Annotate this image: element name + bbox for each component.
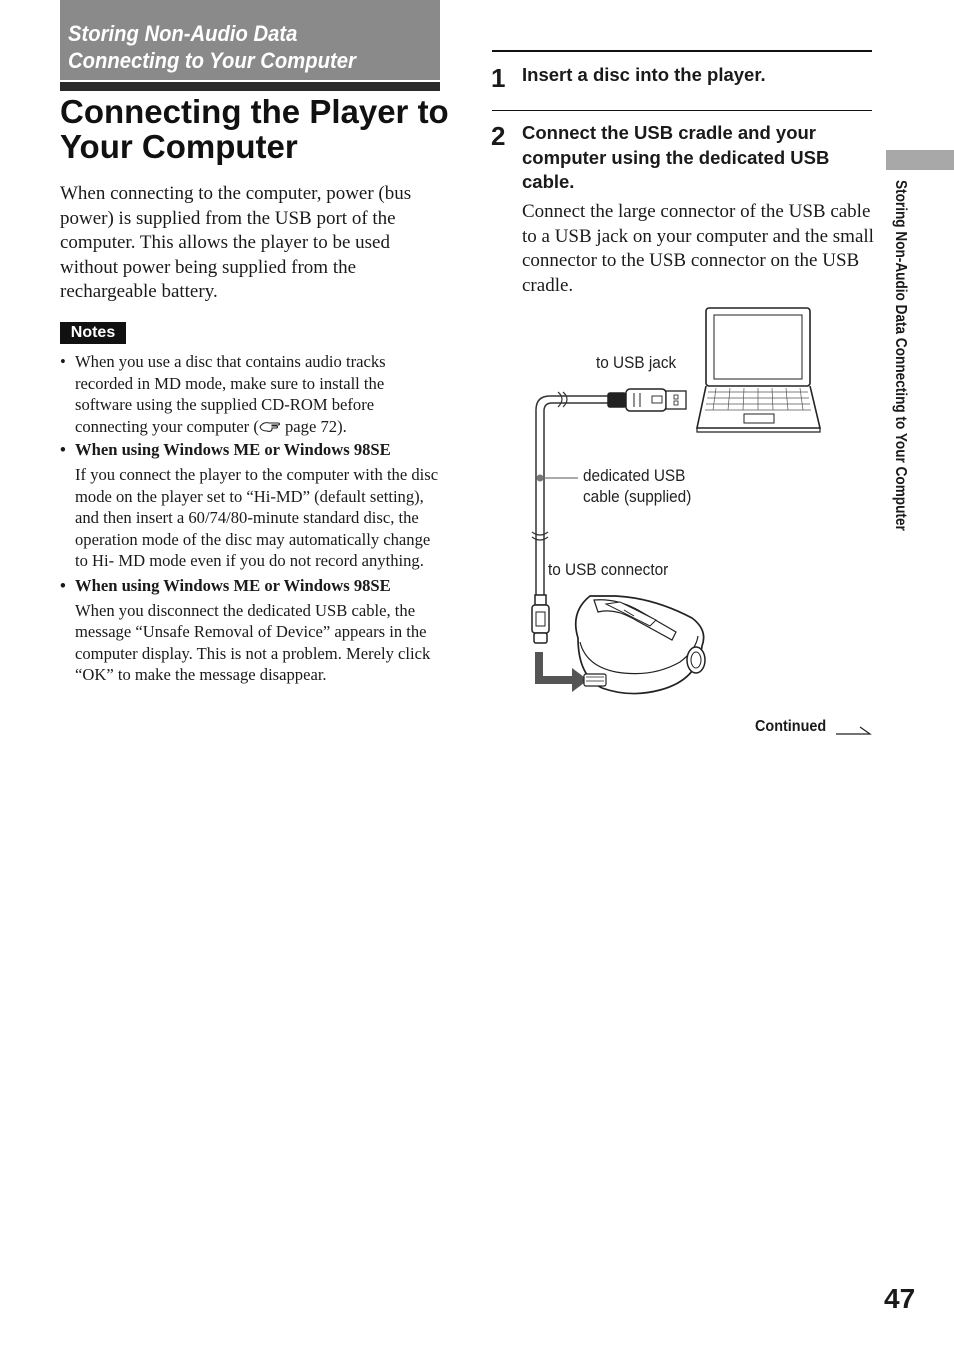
usb-cradle-icon: [576, 596, 705, 694]
note-item: [60, 351, 444, 437]
step-text: Insert a disc into the player.: [522, 64, 766, 85]
side-tab: [886, 150, 954, 170]
page-reference-hand-icon: [259, 419, 281, 433]
step-body: Connect the large connector of the USB cable to a USB jack on your computer and the small connector to the USB connector on the USB cradle.: [522, 201, 874, 296]
bullet: •: [60, 440, 66, 460]
bullet: •: [60, 352, 66, 371]
note-page-ref: page 72).: [280, 416, 347, 436]
note-heading: When using Windows ME or Windows 98SE: [75, 440, 391, 460]
step-rule: [492, 50, 872, 52]
note-text: When you use a disc that contains audio tracks recorded in MD mode, make sure to install the software using the supplied CD-ROM before connecting your computer (: [75, 352, 386, 436]
note-text: When you disconnect the dedicated USB cable, the message “Unsafe Removal of Device” appears in the computer display. This is not a problem. Merely click “OK” to make the message disappear.: [75, 600, 431, 685]
page-title: Connecting the Player to Your Computer: [60, 93, 449, 165]
connection-diagram: [520, 300, 880, 705]
notes-list: [60, 351, 444, 688]
notes-badge: Notes: [60, 322, 126, 344]
note-text: If you connect the player to the computer with the disc mode on the player set to “Hi-MD” (default setting), and then insert a 60/74/80-minute standard disc, the operation mode of the disc may automatically change to Hi- MD mode even if you do not record anything.: [75, 464, 439, 571]
label-usb-jack: to USB jack: [596, 354, 677, 372]
note-item: [60, 575, 444, 686]
banner-rule: [60, 82, 440, 91]
cable-callout: [537, 475, 579, 482]
step-rule: [492, 110, 872, 111]
bullet: •: [60, 575, 66, 595]
side-tab-label: Storing Non-Audio Data Connecting to Your Computer: [892, 180, 909, 531]
label-dedicated-cable: dedicated USB cable (supplied): [583, 467, 692, 506]
intro-paragraph: When connecting to the computer, power (bus power) is supplied from the USB port of the computer. This allows the player to be used without power being supplied from the rechargeable battery.: [60, 183, 412, 303]
label-usb-connector: to USB connector: [548, 561, 669, 579]
note-heading: When using Windows ME or Windows 98SE: [75, 575, 391, 595]
step-number: 2: [491, 121, 506, 151]
continued-arrow-icon: [836, 724, 872, 736]
step-text: Connect the USB cradle and your computer using the dedicated USB cable.: [522, 122, 830, 192]
note-item: [60, 439, 444, 572]
continued-label: Continued: [755, 718, 827, 735]
section-banner: [60, 0, 440, 80]
usb-large-plug-icon: [608, 389, 686, 411]
step-number: 1: [491, 63, 506, 93]
section-title: Storing Non-Audio Data Connecting to Your Computer: [68, 21, 356, 73]
page-number: 47: [884, 1283, 916, 1314]
laptop-computer-icon: [697, 308, 820, 432]
usb-small-plug-icon: [532, 595, 549, 643]
